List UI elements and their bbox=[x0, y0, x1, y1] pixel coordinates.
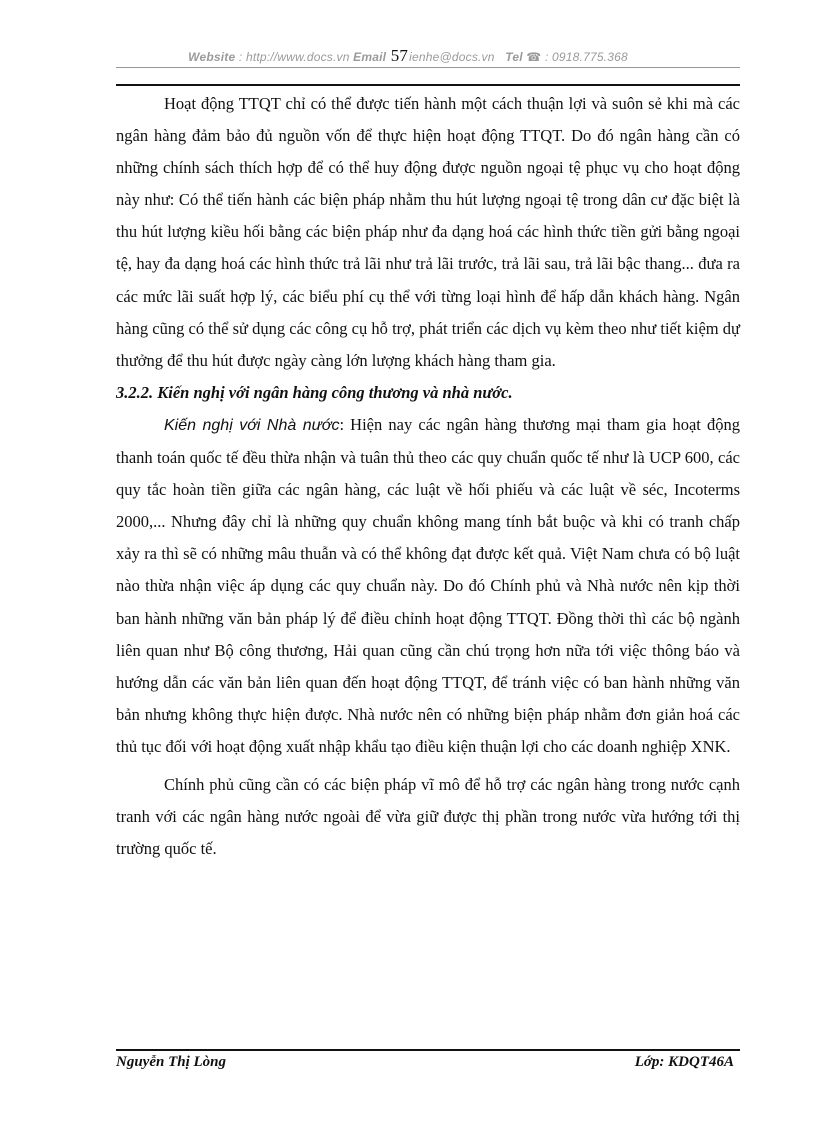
page-header bbox=[0, 46, 816, 66]
email-label: Email bbox=[353, 50, 387, 64]
website-label: Website bbox=[188, 50, 236, 64]
paragraph-government: Chính phủ cũng cần có các biện pháp vĩ mô để hỗ trợ các ngân hàng trong nước cạnh tranh với các ngân hàng nước ngoài để vừa giữ được thị phần trong nước vừa hướng tới thị trường quốc tế. bbox=[116, 774, 740, 859]
header-thin-rule bbox=[116, 67, 740, 68]
section-heading: 3.2.2. Kiến nghị với ngân hàng công thương và nhà nước. bbox=[116, 382, 513, 402]
paragraph-state-recommendation bbox=[116, 409, 740, 763]
tel-value: : 0918.775.368 bbox=[544, 50, 628, 64]
document-body bbox=[116, 88, 740, 865]
recommendation-text: : Hiện nay các ngân hàng thương mại tham gia hoạt động thanh toán quốc tế đều thừa nhận và tuân thủ theo các quy chuẩn quốc tế như là UCP 600, các quy tắc hoàn tiền giữa các ngân hàng, các luật về hối phiếu và các luật về séc, Incoterms 2000,... Nhưng đây chỉ là những quy chuẩn không mang tính bắt buộc và khi có tranh chấp xảy ra thì sẽ có những mâu thuẫn và có thể không đạt được kết quả. Việt Nam chưa có bộ luật nào thừa nhận việc áp dụng các quy chuẩn này. Do đó Chính phủ và Nhà nước nên kịp thời ban hành những văn bản pháp lý để điều chỉnh hoạt động TTQT. Đồng thời thì các bộ ngành liên quan như Bộ công thương, Hải quan cũng cần chú trọng hơn nữa tới việc thông báo và hướng dẫn các văn bản liên quan đến hoạt động TTQT, để tránh việc có ban hành những văn bản nhưng không thực hiện được. Nhà nước nên có những biện pháp nhằm đơn giản hoá các thủ tục đối với hoạt động xuất nhập khẩu tạo điều kiện thuận lợi cho các doanh nghiệp XNK. bbox=[116, 414, 741, 756]
website-value[interactable]: : http://www.docs.vn bbox=[238, 50, 350, 64]
page-number: 57 bbox=[390, 46, 409, 65]
paragraph-funding: Hoạt động TTQT chỉ có thể được tiến hành một cách thuận lợi và suôn sẻ khi mà các ngân hàng đảm bảo đủ nguồn vốn để thực hiện hoạt động TTQT. Do đó ngân hàng cần có những chính sách thích hợp để có thể huy động được nguồn ngoại tệ phục vụ cho hoạt động này như: Có thể tiến hành các biện pháp nhằm thu hút lượng ngoại tệ trong dân cư đặc biệt là thu hút lượng kiều hối bằng các biện pháp như đa dạng hoá các hình thức tiền gửi bằng ngoại tệ, hay đa dạng hoá các hình thức trả lãi như trả lãi trước, trả lãi sau, trả lãi bậc thang... đưa ra các mức lãi suất hợp lý, các biểu phí cụ thể với từng loại hình để hấp dẫn khách hàng. Ngân hàng cũng có thể sử dụng các công cụ hỗ trợ, phát triển các dịch vụ kèm theo như tiết kiệm dự thưởng để thu hút được ngày càng lớn lượng khách hàng tham gia. bbox=[116, 94, 740, 370]
footer-class: Lớp: KDQT46A bbox=[634, 1054, 734, 1070]
footer-author: Nguyễn Thị Lòng bbox=[116, 1054, 227, 1070]
email-value[interactable]: ienhe@docs.vn bbox=[409, 50, 495, 64]
tel-label: Tel ☎ bbox=[505, 50, 542, 64]
recommendation-lead: Kiến nghị với Nhà nước bbox=[164, 416, 340, 434]
header-thick-rule bbox=[116, 84, 740, 86]
footer-rule bbox=[116, 1049, 740, 1051]
